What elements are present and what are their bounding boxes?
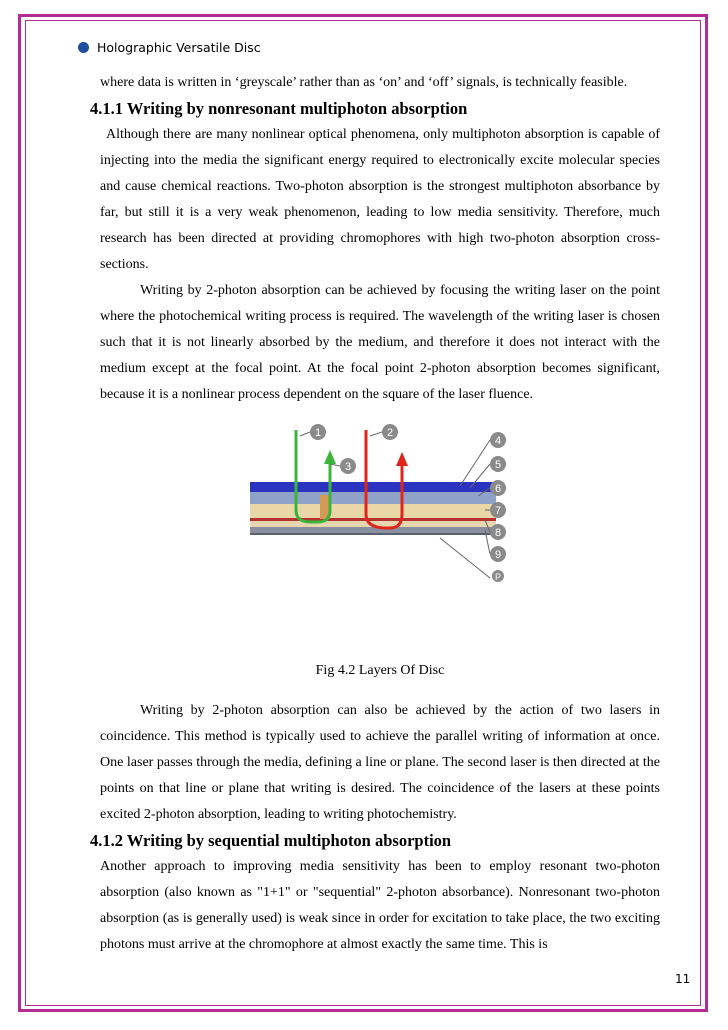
layer-protective: [250, 492, 496, 504]
label-5: 5: [494, 459, 502, 471]
label-7: 7: [494, 505, 502, 517]
section-heading-4-1-1: 4.1.1 Writing by nonresonant multiphoton absorption: [90, 99, 468, 118]
layer-cover: [250, 482, 496, 492]
green-arrowhead-icon: [324, 450, 336, 464]
label-2: 2: [386, 427, 394, 439]
bullet-icon: [78, 42, 89, 53]
section-heading-4-1-2: 4.1.2 Writing by sequential multiphoton absorption: [90, 831, 452, 850]
label-1: 1: [314, 427, 322, 439]
layer-dichroic: [250, 518, 496, 521]
pit-pattern: [250, 533, 496, 535]
header-title: Holographic Versatile Disc: [97, 40, 261, 55]
section1-paragraph-2: Writing by 2-photon absorption can be achieved by focusing the writing laser on the point where the photochemical writing process is required. The wavelength of the writing laser is chosen such that it is not linearly absorbed by the medium, and therefore it does not interact with the medium except at the focal point. At the focal point 2-photon absorption becomes significant, because it is a nonlinear process dependent on the square of the laser fluence.: [100, 283, 660, 402]
label-9: 9: [494, 549, 502, 561]
figure-caption: Fig 4.2 Layers Of Disc: [315, 663, 445, 678]
layer-recording: [250, 504, 496, 518]
label-8: 8: [494, 527, 502, 539]
disc-layers-figure: [100, 422, 660, 652]
label-4: 4: [494, 435, 502, 447]
red-arrowhead-icon: [396, 452, 408, 466]
disc-layers-diagram: [240, 422, 530, 582]
label-p: P: [494, 572, 502, 582]
section1-paragraph-1: Although there are many nonlinear optical phenomena, only multiphoton absorption is capable of injecting into the media the significant energy required to electronically excite molecular species and cause chemical reactions. Two-photon absorption is the strongest multiphoton absorbance by far, but still it is a very weak phenomenon, leading to low media sensitivity. Therefore, much research has been directed at providing chromophores with high two-photon absorption cross-sections.: [100, 127, 660, 272]
running-header: [78, 40, 261, 55]
page-number: 11: [675, 972, 691, 986]
section2-paragraph-1: Another approach to improving media sensitivity has been to employ resonant two-photon absorption (also known as "1+1" or "sequential" 2-photon absorbance). Nonresonant two-photon absorption (as is generally used) is weak since in order for excitation to take place, the two exciting photons must arrive at the chromophore at almost exactly the same time. This is: [100, 859, 660, 952]
label-6: 6: [494, 483, 502, 495]
label-3: 3: [344, 461, 352, 473]
page-content: [90, 70, 660, 958]
paragraph-two-lasers: Writing by 2-photon absorption can also be achieved by the action of two lasers in coincidence. This method is typically used to achieve the parallel writing of information at once. One laser passes through the media, defining a line or plane. The second laser is then directed at the points on that line or plane that writing is desired. The coincidence of the lasers at these points excited 2-photon absorption, leading to writing photochemistry.: [100, 703, 660, 822]
intro-paragraph: where data is written in ‘greyscale’ rather than as ‘on’ and ‘off’ signals, is technically feasible.: [100, 75, 628, 90]
